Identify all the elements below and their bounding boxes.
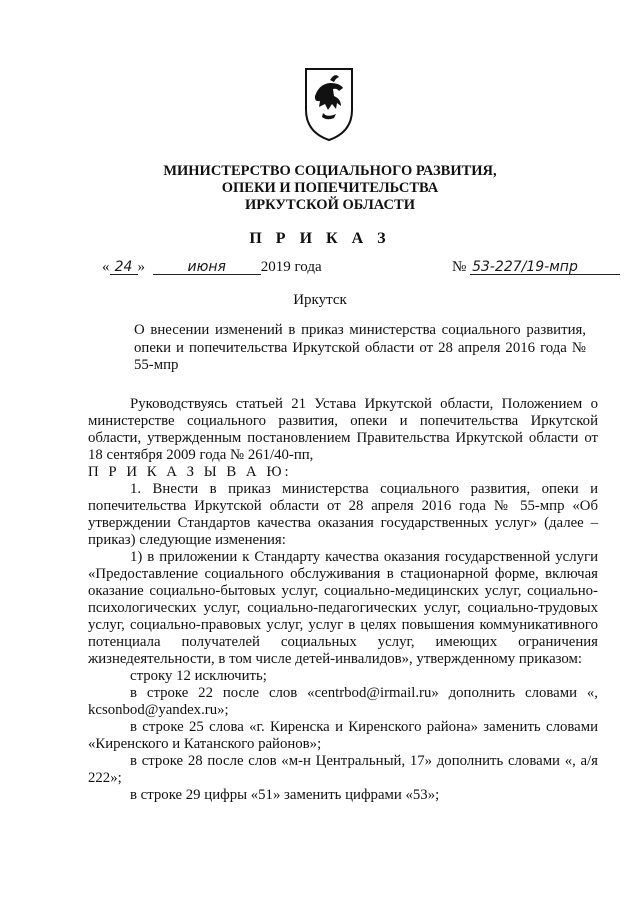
order-body	[88, 396, 598, 804]
change-line-12: строку 12 исключить;	[130, 668, 267, 684]
ministry-line-1: МИНИСТЕРСТВО СОЦИАЛЬНОГО РАЗВИТИЯ,	[163, 163, 497, 179]
item-1-paragraph: 1. Внести в приказ министерства социального развития, опеки и попечительства Иркутской области от 28 апреля 2016 года № 55-мпр «Об утверждении Стандартов качества оказания государственных услуг» (далее – приказ) следующие изменения:	[88, 481, 598, 548]
number-sign: №	[452, 259, 467, 275]
date-close-quote: »	[137, 259, 145, 275]
coat-of-arms-icon	[303, 66, 355, 142]
date-day-handwritten: 24	[110, 260, 138, 275]
date-open-quote: «	[102, 259, 110, 275]
document-type-title: П Р И К А З	[249, 230, 391, 247]
change-line-22: в строке 22 после слов «centrbod@irmail.ru» дополнить словами «, kcsonbod@yandex.ru»;	[88, 685, 598, 718]
order-subject: О внесении изменений в приказ министерства социального развития, опеки и попечительства Иркутской области от 28 апреля 2016 года № 55-мпр	[134, 322, 586, 373]
ministry-line-2: ОПЕКИ И ПОПЕЧИТЕЛЬСТВА	[221, 180, 439, 196]
order-word: П Р И К А З Ы В А Ю:	[88, 464, 292, 480]
ministry-name	[150, 163, 510, 214]
date-year: 2019 года	[260, 259, 322, 275]
ministry-line-3: ИРКУТСКОЙ ОБЛАСТИ	[245, 197, 415, 213]
change-line-28: в строке 28 после слов «м-н Центральный, 17» дополнить словами «, а/я 222»;	[88, 753, 598, 786]
number-handwritten: 53-227/19-мпр	[470, 260, 620, 275]
order-number	[452, 259, 620, 276]
change-line-25: в строке 25 слова «г. Киренска и Киренского района» заменить словами «Киренского и Катанского районов»;	[88, 719, 598, 752]
order-date	[102, 259, 322, 276]
date-month-handwritten: июня	[153, 260, 261, 275]
city-name: Иркутск	[293, 292, 347, 308]
preamble-paragraph: Руководствуясь статьей 21 Устава Иркутской области, Положением о министерстве социального развития, опеки и попечительства Иркутской области, утвержденным постановлением Правительства Иркутской области от 18 сентября 2009 года № 261/40-пп,	[88, 396, 598, 463]
change-line-29: в строке 29 цифры «51» заменить цифрами «53»;	[130, 787, 440, 803]
subitem-1-paragraph: 1) в приложении к Стандарту качества оказания государственной услуги «Предоставление социального обслуживания в стационарной форме, включая оказание социально-бытовых услуг, социально-медицинских услуг, социально-психологических услуг, социально-педагогических услуг, социально-трудовых услуг, социально-правовых услуг, услуг в целях повышения коммуникативного потенциала получателей социальных услуг, имеющих ограничения жизнедеятельности, в том числе детей-инвалидов», утвержденному приказом:	[88, 549, 598, 667]
